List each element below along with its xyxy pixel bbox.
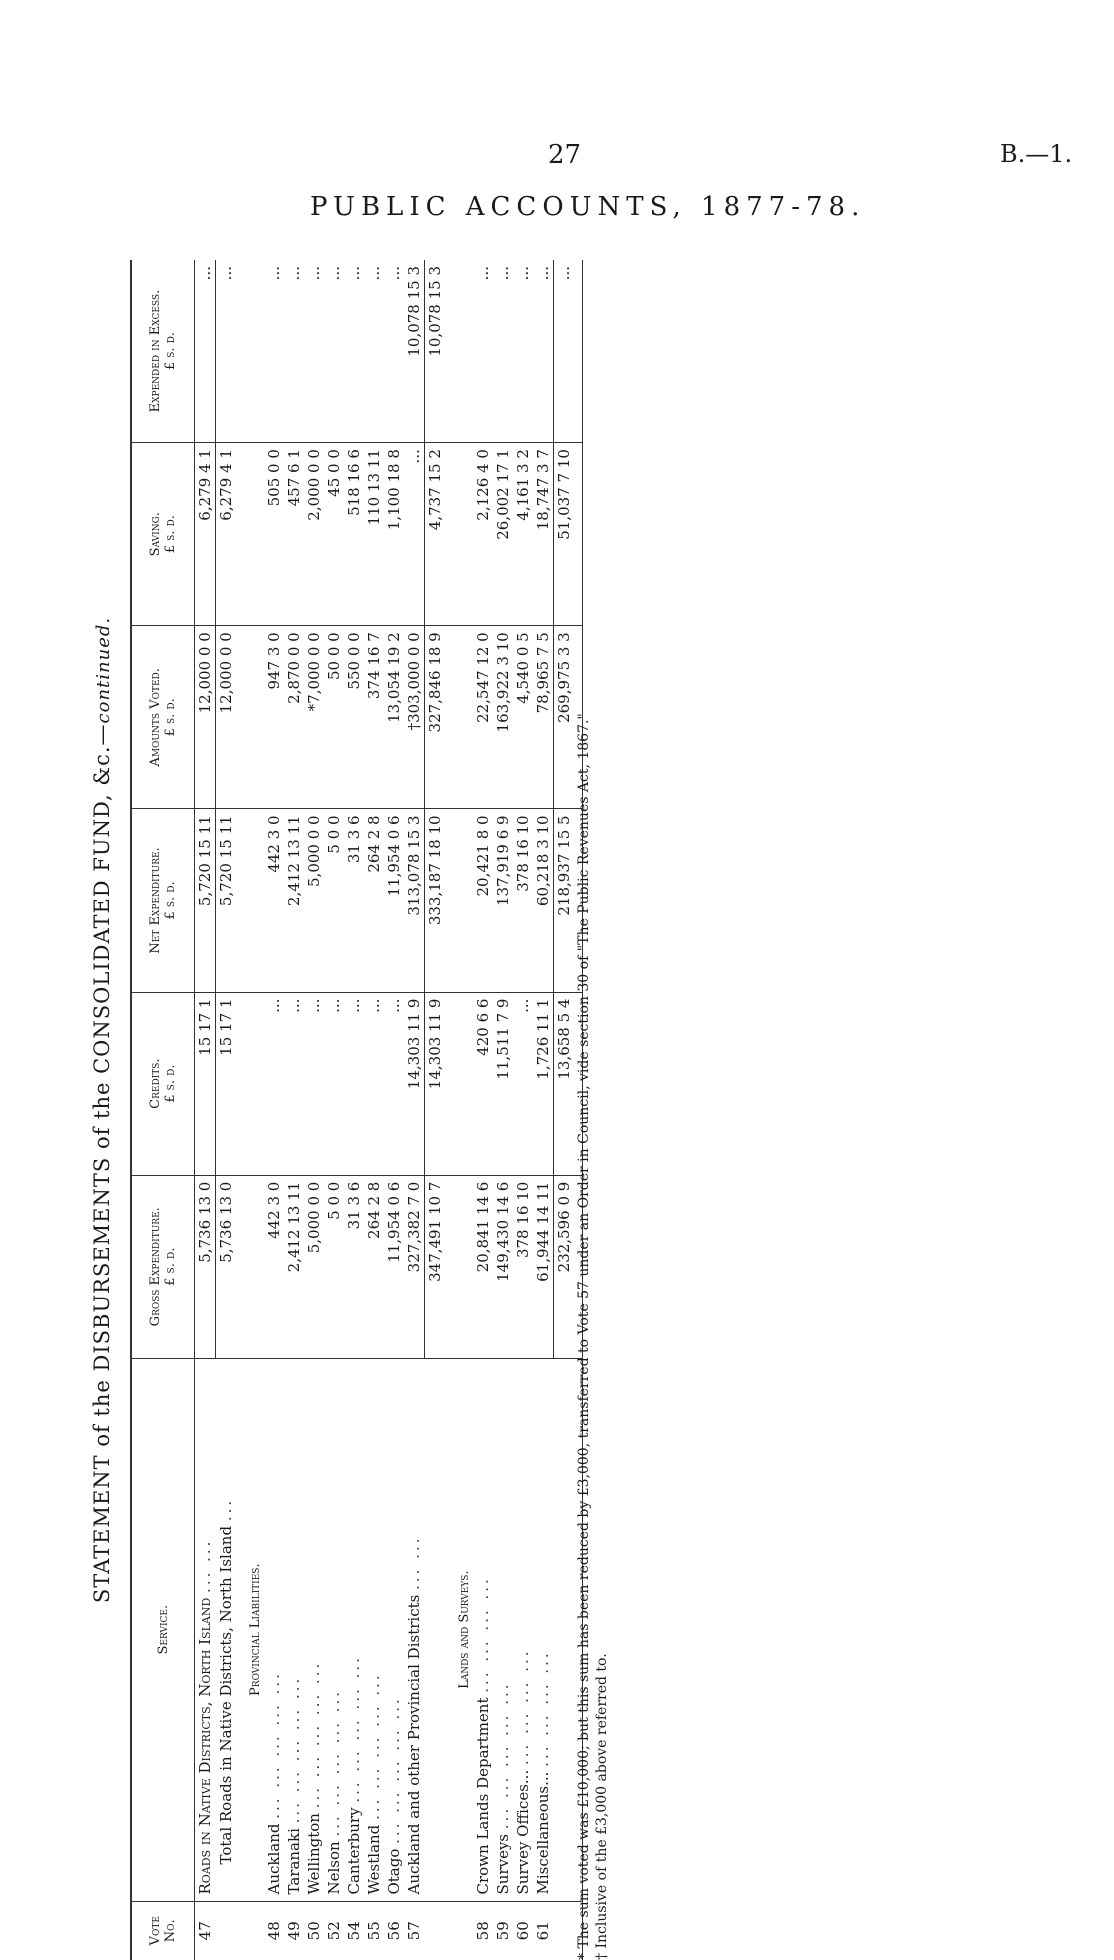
credits-cell — [244, 992, 264, 1175]
net-cell: 5,000 0 0 — [304, 809, 324, 992]
statement-title-main: STATEMENT of the DISBURSEMENTS of the CONSOLIDATED FUND, &c.— — [90, 723, 114, 1604]
spacer-cell — [236, 443, 244, 626]
service-cell — [216, 1358, 237, 1901]
vote-cell: 61 — [534, 1921, 553, 1941]
vote-cell: 50 — [305, 1921, 323, 1941]
vote-cell: 49 — [285, 1921, 303, 1941]
net-label: Net Expenditure. — [148, 847, 163, 954]
spacer-cell — [236, 809, 244, 992]
net-cell: 5 0 0 — [324, 809, 344, 992]
page-number: 27 — [548, 140, 582, 170]
excess-cell: ... — [554, 260, 575, 443]
section-heading: Lands and Surveys. — [453, 1358, 473, 1901]
service-name: Surveys — [494, 1833, 512, 1895]
table-row — [493, 260, 513, 1960]
credits-cell: 11,511 7 9 — [493, 992, 513, 1175]
excess-cell: ... — [384, 260, 404, 443]
disbursements-table — [130, 260, 583, 1960]
credits-cell: 1,726 11 1 — [533, 992, 554, 1175]
document-reference: B.—1. — [1000, 140, 1073, 168]
voted-cell: 947 3 0 — [264, 626, 284, 809]
saving-cell: 2,000 0 0 — [304, 443, 324, 626]
service-name: Wellington — [305, 1813, 323, 1895]
vote-cell: 59 — [494, 1921, 512, 1941]
net-cell: 218,937 15 5 — [554, 809, 575, 992]
service-cell — [404, 1358, 425, 1901]
table-row — [195, 260, 216, 1960]
footnote-asterisk: * The sum voted was £10,000; but this sum has been reduced by £3,000, transferred to Vote 57 under an Order in Council, vide section 30 of "The Public Revenues Act, 1867." — [576, 713, 592, 1960]
col-vote-header: Vote No. — [131, 1901, 195, 1960]
service-cell — [364, 1358, 384, 1901]
excess-cell: ... — [324, 260, 344, 443]
spacer-cell — [236, 1358, 244, 1901]
service-cell — [473, 1358, 493, 1901]
section-heading: Provincial Liabilities. — [244, 1358, 264, 1901]
voted-cell: 269,975 3 3 — [554, 626, 575, 809]
voted-cell: 163,922 3 10 — [493, 626, 513, 809]
saving-cell: 6,279 4 1 — [195, 443, 216, 626]
table-row — [364, 260, 384, 1960]
voted-unit: £ s. d. — [163, 698, 178, 737]
spacer-cell — [445, 260, 453, 443]
saving-cell: 518 16 6 — [344, 443, 364, 626]
service-cell — [384, 1358, 404, 1901]
net-cell: 5,720 15 11 — [195, 809, 216, 992]
voted-cell: 22,547 12 0 — [473, 626, 493, 809]
credits-cell: 14,303 11 9 — [404, 992, 425, 1175]
spacer-cell — [236, 1901, 244, 1960]
statement-title — [90, 260, 114, 1960]
credits-cell: 13,658 5 4 — [554, 992, 575, 1175]
leader-dots: ... ... ... ... ... — [365, 1672, 383, 1820]
service-name: Taranaki — [285, 1828, 303, 1895]
table-row — [533, 260, 554, 1960]
saving-cell: 4,737 15 2 — [425, 443, 446, 626]
gross-cell: 11,954 0 6 — [384, 1175, 404, 1358]
service-name: Miscellaneous... — [534, 1771, 553, 1895]
gross-cell: 5,736 13 0 — [216, 1175, 237, 1358]
gross-cell: 149,430 14 6 — [493, 1175, 513, 1358]
vote-cell: 60 — [514, 1921, 532, 1941]
excess-cell: ... — [195, 260, 216, 443]
saving-cell — [244, 443, 264, 626]
col-voted-header — [131, 626, 195, 809]
credits-cell: ... — [344, 992, 364, 1175]
excess-cell: ... — [493, 260, 513, 443]
total-row — [425, 260, 446, 1960]
credits-cell: 14,303 11 9 — [425, 992, 446, 1175]
table-row — [384, 260, 404, 1960]
excess-cell: 10,078 15 3 — [425, 260, 446, 443]
spacer-cell — [445, 809, 453, 992]
gross-cell: 61,944 14 11 — [533, 1175, 554, 1358]
leader-dots: ... ... ... ... ... — [345, 1655, 363, 1803]
voted-label: Amounts Voted. — [148, 668, 163, 767]
net-unit: £ s. d. — [163, 881, 178, 920]
saving-cell: 457 6 1 — [284, 443, 304, 626]
gross-unit: £ s. d. — [163, 1247, 178, 1286]
credits-cell: ... — [384, 992, 404, 1175]
vote-cell — [425, 1901, 446, 1960]
spacer-row — [236, 260, 244, 1960]
leader-dots: ... — [216, 1497, 235, 1522]
gross-cell: 31 3 6 — [344, 1175, 364, 1358]
voted-cell: 550 0 0 — [344, 626, 364, 809]
service-cell — [304, 1358, 324, 1901]
service-name: Roads in Native Districts, North Island — [196, 1597, 215, 1895]
gross-cell: 20,841 14 6 — [473, 1175, 493, 1358]
service-cell — [324, 1358, 344, 1901]
table-row — [264, 260, 284, 1960]
excess-cell: ... — [304, 260, 324, 443]
gross-cell: 5,736 13 0 — [195, 1175, 216, 1358]
table-row — [304, 260, 324, 1960]
excess-unit: £ s. d. — [163, 331, 178, 371]
service-name: Auckland — [265, 1823, 283, 1895]
credits-cell: ... — [364, 992, 384, 1175]
voted-cell: 2,870 0 0 — [284, 626, 304, 809]
credits-cell: 15 17 1 — [195, 992, 216, 1175]
saving-cell: 110 13 11 — [364, 443, 384, 626]
service-cell — [284, 1358, 304, 1901]
gross-label: Gross Expenditure. — [148, 1207, 163, 1327]
net-cell: 5,720 15 11 — [216, 809, 237, 992]
excess-cell — [453, 260, 473, 443]
gross-cell: 264 2 8 — [364, 1175, 384, 1358]
saving-cell: 4,161 3 2 — [513, 443, 533, 626]
saving-cell: ... — [404, 443, 425, 626]
spacer-row — [445, 260, 453, 1960]
saving-cell: 1,100 18 8 — [384, 443, 404, 626]
voted-cell: 4,540 0 5 — [513, 626, 533, 809]
gross-cell: 5 0 0 — [324, 1175, 344, 1358]
total-row — [554, 260, 575, 1960]
voted-cell: 78,965 7 5 — [533, 626, 554, 809]
leader-dots: ... ... ... ... ... — [305, 1660, 323, 1809]
net-cell: 2,412 13 11 — [284, 809, 304, 992]
vote-cell: 58 — [474, 1921, 492, 1941]
net-cell: 264 2 8 — [364, 809, 384, 992]
leader-dots: ... ... — [196, 1538, 215, 1593]
table-row — [513, 260, 533, 1960]
table-body — [195, 260, 583, 1960]
voted-cell: 13,054 19 2 — [384, 626, 404, 809]
credits-cell: ... — [284, 992, 304, 1175]
voted-cell: 374 16 7 — [364, 626, 384, 809]
spacer-cell — [236, 1175, 244, 1358]
gross-cell — [244, 1175, 264, 1358]
net-cell: 378 16 10 — [513, 809, 533, 992]
table-row — [324, 260, 344, 1960]
spacer-cell — [445, 626, 453, 809]
col-excess-header — [131, 260, 195, 443]
leader-dots: ... ... ... ... ... — [385, 1696, 403, 1844]
header-row — [131, 260, 195, 1960]
service-name: Total Roads in Native Districts, North Island — [216, 1525, 235, 1865]
excess-cell: ... — [264, 260, 284, 443]
credits-cell: ... — [304, 992, 324, 1175]
service-name: Nelson — [325, 1841, 343, 1895]
saving-cell: 45 0 0 — [324, 443, 344, 626]
gross-cell: 327,382 7 0 — [404, 1175, 425, 1358]
excess-cell: ... — [344, 260, 364, 443]
saving-label: Saving. — [148, 512, 163, 557]
credits-cell: ... — [264, 992, 284, 1175]
vote-cell: 52 — [325, 1921, 343, 1941]
net-cell: 60,218 3 10 — [533, 809, 554, 992]
vote-cell — [216, 1901, 237, 1960]
spacer-cell — [445, 1358, 453, 1901]
rotated-statement — [90, 260, 710, 1960]
vote-cell: 57 — [405, 1921, 424, 1941]
excess-cell: ... — [216, 260, 237, 443]
footnote-dagger: † Inclusive of the £3,000 above referred to. — [594, 1653, 610, 1960]
col-gross-header — [131, 1175, 195, 1358]
credits-cell: ... — [513, 992, 533, 1175]
saving-cell: 26,002 17 1 — [493, 443, 513, 626]
excess-cell — [244, 260, 264, 443]
vote-cell: 48 — [265, 1921, 283, 1941]
gross-cell: 442 3 0 — [264, 1175, 284, 1358]
section-row — [453, 260, 473, 1960]
service-cell — [344, 1358, 364, 1901]
spacer-cell — [236, 260, 244, 443]
saving-cell: 505 0 0 — [264, 443, 284, 626]
spacer-cell — [445, 992, 453, 1175]
gross-cell: 378 16 10 — [513, 1175, 533, 1358]
voted-cell: 327,846 18 9 — [425, 626, 446, 809]
excess-cell: ... — [284, 260, 304, 443]
voted-cell: *7,000 0 0 — [304, 626, 324, 809]
excess-cell: ... — [473, 260, 493, 443]
service-name: Crown Lands Department — [474, 1697, 492, 1895]
vote-cell: 55 — [365, 1921, 383, 1941]
vote-cell — [554, 1901, 575, 1960]
net-cell: 11,954 0 6 — [384, 809, 404, 992]
voted-cell: 12,000 0 0 — [216, 626, 237, 809]
net-cell — [453, 809, 473, 992]
vote-cell — [453, 1901, 473, 1960]
voted-cell — [244, 626, 264, 809]
saving-cell — [453, 443, 473, 626]
table-row — [404, 260, 425, 1960]
service-name: Survey Offices... — [514, 1769, 532, 1895]
leader-dots: ... ... ... ... ... — [285, 1675, 303, 1824]
col-net-header — [131, 809, 195, 992]
saving-cell: 18,747 3 7 — [533, 443, 554, 626]
col-saving-header — [131, 443, 195, 626]
credits-unit: £ s. d. — [163, 1064, 178, 1103]
vote-cell: 47 — [196, 1921, 215, 1941]
credits-cell — [453, 992, 473, 1175]
spacer-cell — [445, 443, 453, 626]
gross-cell: 5,000 0 0 — [304, 1175, 324, 1358]
col-credits-header — [131, 992, 195, 1175]
gross-cell: 347,491 10 7 — [425, 1175, 446, 1358]
table-row — [473, 260, 493, 1960]
gross-cell: 2,412 13 11 — [284, 1175, 304, 1358]
saving-cell: 6,279 4 1 — [216, 443, 237, 626]
section-row — [244, 260, 264, 1960]
credits-cell: ... — [324, 992, 344, 1175]
service-name: Otago — [385, 1848, 403, 1895]
spacer-cell — [236, 626, 244, 809]
service-cell — [195, 1358, 216, 1901]
service-name: Canterbury — [345, 1807, 363, 1895]
spacer-cell — [445, 1901, 453, 1960]
net-cell: 137,919 6 9 — [493, 809, 513, 992]
vote-cell — [244, 1901, 264, 1960]
net-cell: 20,421 8 0 — [473, 809, 493, 992]
saving-cell: 2,126 4 0 — [473, 443, 493, 626]
excess-label: Expended in Excess. — [148, 289, 163, 413]
excess-cell: ... — [364, 260, 384, 443]
table-row — [284, 260, 304, 1960]
service-cell — [264, 1358, 284, 1901]
service-cell — [493, 1358, 513, 1901]
saving-cell: 51,037 7 10 — [554, 443, 575, 626]
net-cell: 31 3 6 — [344, 809, 364, 992]
statement-title-continued: continued. — [93, 616, 114, 724]
service-cell — [513, 1358, 533, 1901]
leader-dots: ... ... ... ... ... — [325, 1688, 343, 1837]
total-row — [216, 260, 237, 1960]
vote-cell: 54 — [345, 1921, 363, 1941]
table-row — [344, 260, 364, 1960]
net-cell: 333,187 18 10 — [425, 809, 446, 992]
leader-dots: ... ... — [405, 1535, 424, 1590]
saving-unit: £ s. d. — [163, 515, 178, 554]
excess-cell: ... — [513, 260, 533, 443]
col-service-header: Service. — [131, 1358, 195, 1901]
service-cell — [425, 1358, 446, 1901]
vote-cell: 56 — [385, 1921, 403, 1941]
leader-dots: ... ... ... ... ... — [265, 1671, 283, 1819]
leader-dots: ... ... ... ... — [514, 1648, 532, 1765]
net-cell: 442 3 0 — [264, 809, 284, 992]
gross-cell: 232,596 0 9 — [554, 1175, 575, 1358]
net-cell — [244, 809, 264, 992]
net-cell: 313,078 15 3 — [404, 809, 425, 992]
gross-cell — [453, 1175, 473, 1358]
voted-cell: 12,000 0 0 — [195, 626, 216, 809]
service-name: Westland — [365, 1824, 383, 1895]
voted-cell — [453, 626, 473, 809]
credits-cell: 15 17 1 — [216, 992, 237, 1175]
footnotes — [575, 260, 611, 1960]
voted-cell: †303,000 0 0 — [404, 626, 425, 809]
spacer-cell — [445, 1175, 453, 1358]
excess-cell: 10,078 15 3 — [404, 260, 425, 443]
leader-dots: ... ... ... ... — [534, 1650, 553, 1767]
excess-cell: ... — [533, 260, 554, 443]
service-cell — [533, 1358, 554, 1901]
page-heading: PUBLIC ACCOUNTS, 1877-78. — [310, 192, 866, 222]
leader-dots: ... ... ... ... — [474, 1576, 492, 1693]
service-cell — [554, 1358, 575, 1901]
spacer-cell — [236, 992, 244, 1175]
service-name: Auckland and other Provincial Districts — [405, 1594, 424, 1895]
leader-dots: ... ... ... ... ... — [494, 1681, 512, 1830]
credits-label: Credits. — [148, 1058, 163, 1109]
credits-cell: 420 6 6 — [473, 992, 493, 1175]
voted-cell: 50 0 0 — [324, 626, 344, 809]
